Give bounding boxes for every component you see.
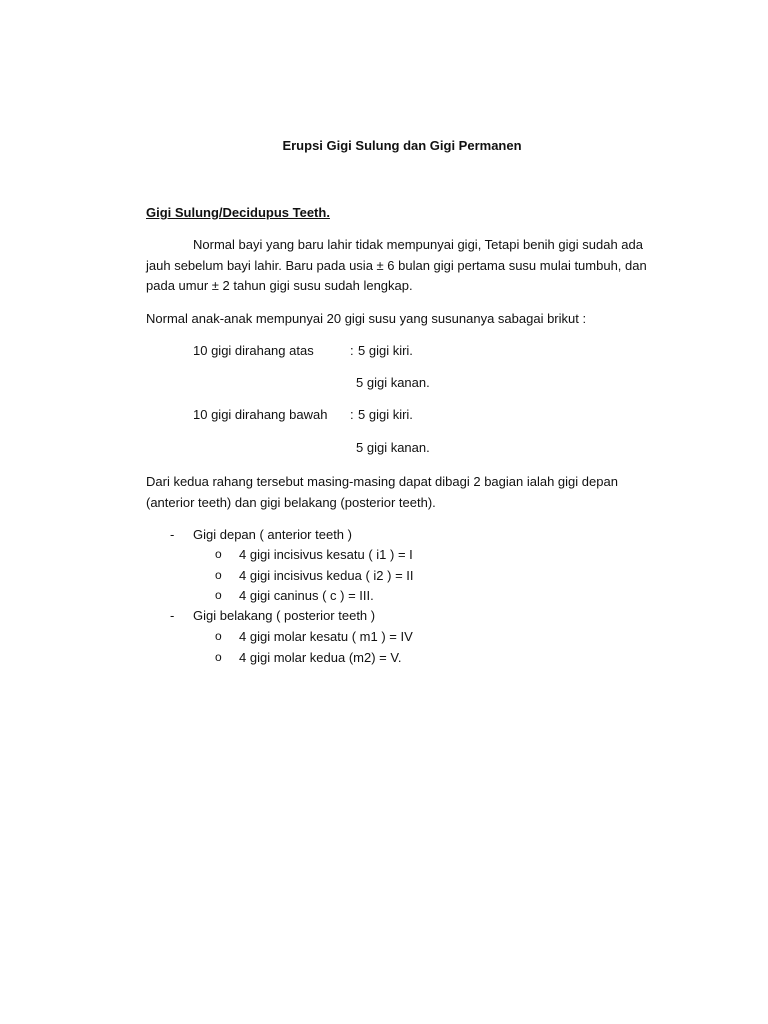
- paragraph-count: Normal anak-anak mempunyai 20 gigi susu yang susunanya sabagai brikut :: [146, 311, 587, 326]
- list-group-posterior: Gigi belakang ( posterior teeth ): [193, 608, 376, 623]
- jaw-upper-label: 10 gigi dirahang atas: [193, 343, 314, 358]
- list-item: 4 gigi caninus ( c ) = III.: [239, 588, 374, 603]
- list-dash: -: [170, 527, 175, 542]
- list-item: 4 gigi molar kedua (m2) = V.: [239, 650, 402, 665]
- section-heading: Gigi Sulung/Decidupus Teeth.: [146, 205, 330, 220]
- jaw-upper-colon: :: [350, 343, 354, 358]
- list-item: 4 gigi molar kesatu ( m1 ) = IV: [239, 629, 413, 644]
- list-bullet: o: [215, 568, 222, 582]
- paragraph-division: Dari kedua rahang tersebut masing-masing dapat dibagi 2 bagian ialah gigi depan (anterior teeth) dan gigi belakang (posterior teeth).: [146, 474, 618, 510]
- list-bullet: o: [215, 629, 222, 643]
- jaw-upper-right-count: 5 gigi kanan.: [356, 375, 430, 390]
- paragraph-intro: Normal bayi yang baru lahir tidak mempunyai gigi, Tetapi benih gigi sudah ada jauh sebelum bayi lahir. Baru pada usia ± 6 bulan gigi pertama susu mulai tumbuh, dan pada umur ± 2 tahun gigi susu sudah lengkap.: [146, 237, 647, 293]
- jaw-lower-colon: :: [350, 407, 354, 422]
- list-dash: -: [170, 608, 175, 623]
- list-item: 4 gigi incisivus kesatu ( i1 ) = I: [239, 547, 413, 562]
- jaw-lower-left-count: 5 gigi kiri.: [358, 407, 413, 422]
- list-bullet: o: [215, 547, 222, 561]
- list-bullet: o: [215, 650, 222, 664]
- document-title: Erupsi Gigi Sulung dan Gigi Permanen: [282, 138, 522, 153]
- list-bullet: o: [215, 588, 222, 602]
- list-item: 4 gigi incisivus kedua ( i2 ) = II: [239, 568, 414, 583]
- jaw-lower-right-count: 5 gigi kanan.: [356, 440, 430, 455]
- list-group-anterior: Gigi depan ( anterior teeth ): [193, 527, 352, 542]
- jaw-lower-label: 10 gigi dirahang bawah: [193, 407, 328, 422]
- jaw-upper-left-count: 5 gigi kiri.: [358, 343, 413, 358]
